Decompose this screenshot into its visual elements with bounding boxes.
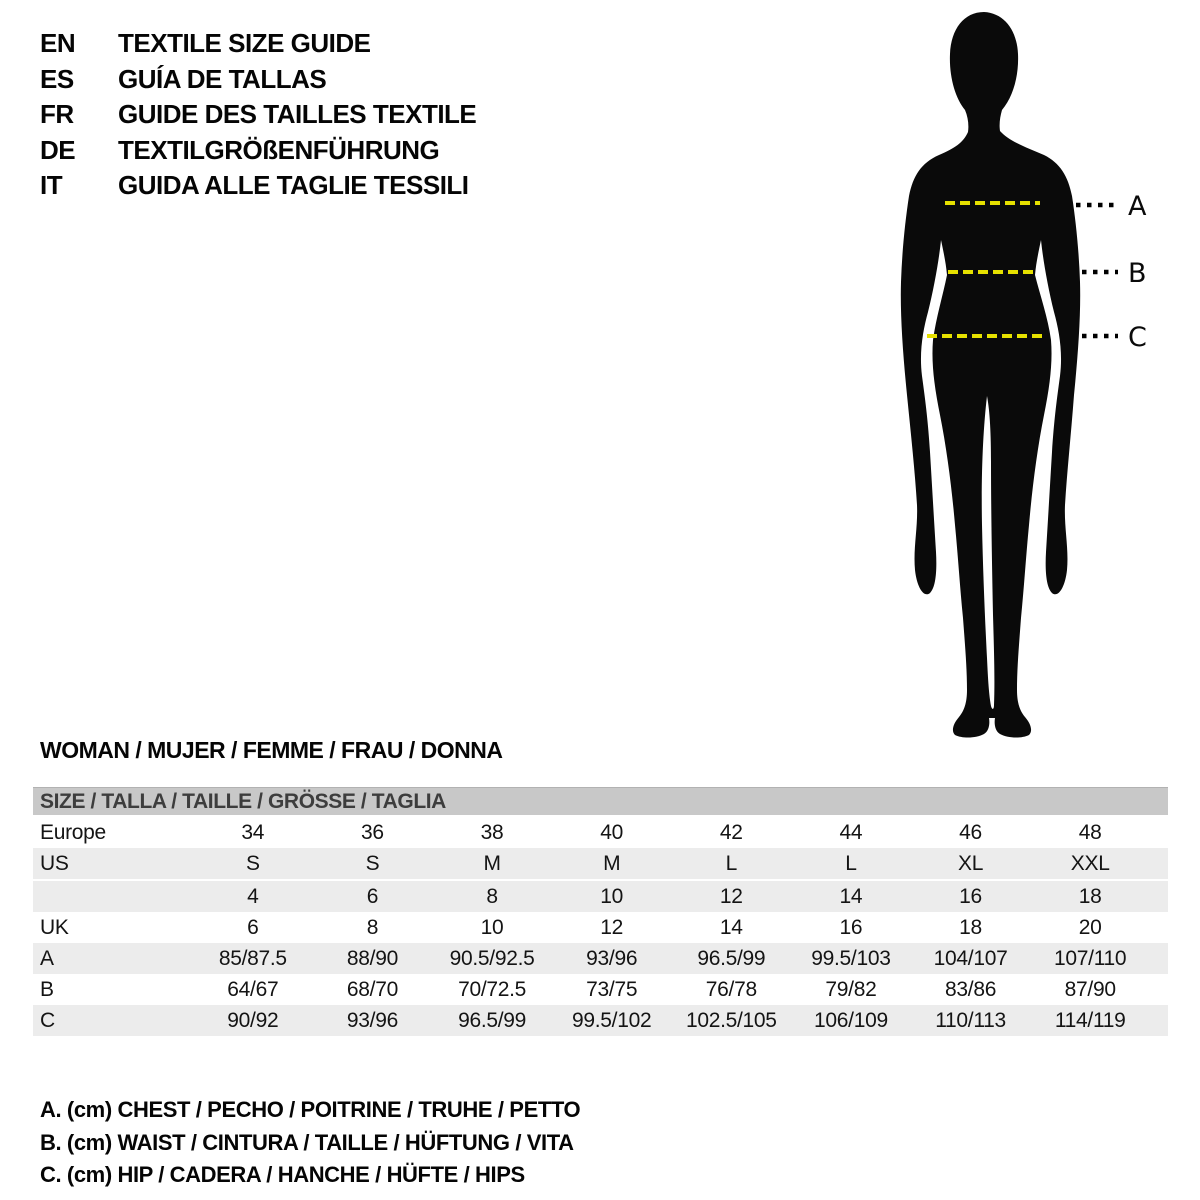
size-row-a (33, 943, 1168, 974)
size-cell: 93/96 (346, 1008, 398, 1032)
language-code: DE (40, 134, 76, 165)
size-cell: S (365, 851, 380, 875)
size-row-label: US (40, 851, 69, 875)
size-cell: 104/107 (933, 946, 1008, 970)
size-cell: 83/86 (945, 977, 997, 1001)
legend-line-b: B. (cm) WAIST / CINTURA / TAILLE / HÜFTUNG / VITA (40, 1129, 574, 1155)
size-cell: L (725, 851, 737, 875)
language-code: FR (40, 99, 74, 130)
language-title: TEXTILGRÖßENFÜHRUNG (118, 134, 440, 165)
language-code: IT (40, 170, 63, 201)
size-cell: 12 (719, 884, 743, 908)
size-cell: 114/119 (1054, 1008, 1126, 1032)
size-cell: S (245, 851, 260, 875)
size-cell: 16 (839, 915, 863, 939)
size-row-label: UK (40, 915, 69, 939)
size-cell: 99.5/103 (811, 946, 891, 970)
size-cell: M (603, 851, 621, 875)
size-table (33, 787, 1168, 1036)
language-code: EN (40, 28, 76, 59)
size-row-label: B (40, 977, 54, 1001)
size-cell: 4 (247, 884, 259, 908)
legend-line-a: A. (cm) CHEST / PECHO / POITRINE / TRUHE / PETTO (40, 1097, 581, 1123)
size-cell: 12 (600, 915, 624, 939)
size-row-c (33, 1005, 1168, 1036)
size-cell: 8 (486, 884, 498, 908)
measurement-legend (40, 1094, 580, 1192)
size-cell: 106/109 (814, 1008, 888, 1032)
size-row-uk (33, 912, 1168, 943)
size-cell: 90.5/92.5 (449, 946, 535, 970)
size-cell: 85/87.5 (218, 946, 287, 970)
size-row-us-number-sizes (33, 879, 1168, 912)
hip-measure-label: C (1128, 322, 1147, 353)
language-title: GUIDA ALLE TAGLIE TESSILI (118, 170, 469, 201)
waist-measure-label: B (1128, 258, 1147, 289)
size-row-b (33, 974, 1168, 1005)
size-cell: 64/67 (227, 977, 279, 1001)
language-row-it (40, 168, 476, 204)
size-row-europe (33, 817, 1168, 848)
woman-silhouette-figure (890, 0, 1200, 740)
size-table-header: SIZE / TALLA / TAILLE / GRÖSSE / TAGLIA (33, 787, 1168, 815)
size-cell: 36 (361, 820, 384, 844)
size-row-label: A (40, 946, 54, 970)
size-cell: 79/82 (825, 977, 877, 1001)
size-cell: 34 (241, 820, 265, 844)
size-cell: 6 (366, 884, 379, 908)
size-cell: 107/110 (1054, 946, 1127, 970)
size-cell: 46 (959, 820, 982, 844)
size-cell: 102.5/105 (685, 1008, 777, 1032)
size-cell: 68/70 (346, 977, 398, 1001)
size-cell: 48 (1078, 820, 1102, 844)
language-row-es (40, 62, 476, 98)
language-row-en (40, 26, 476, 62)
size-cell: 96.5/99 (458, 1008, 527, 1032)
size-cell: 20 (1078, 915, 1102, 939)
size-cell: 88/90 (346, 946, 398, 970)
size-cell: 93/96 (586, 946, 638, 970)
size-cell: 87/90 (1064, 977, 1116, 1001)
size-cell: 14 (719, 915, 743, 939)
chest-measure-label: A (1128, 191, 1147, 222)
size-cell: 16 (959, 884, 982, 908)
size-cell: 99.5/102 (572, 1008, 652, 1032)
size-cell: 14 (839, 884, 863, 908)
section-title-woman: WOMAN / MUJER / FEMME / FRAU / DONNA (40, 737, 503, 763)
size-cell: 42 (719, 820, 743, 844)
size-cell: 70/72.5 (458, 977, 527, 1001)
size-cell: 40 (600, 820, 624, 844)
size-cell: 18 (959, 915, 982, 939)
language-row-fr (40, 97, 476, 133)
size-cell: 76/78 (705, 977, 757, 1001)
size-cell: XL (958, 851, 984, 875)
size-cell: 18 (1078, 884, 1102, 908)
size-cell: XXL (1070, 851, 1110, 875)
language-title-block (40, 26, 476, 204)
size-cell: 10 (600, 884, 624, 908)
size-cell: 10 (480, 915, 504, 939)
size-cell: L (845, 851, 857, 875)
language-title: GUIDE DES TAILLES TEXTILE (118, 99, 477, 130)
size-cell: 8 (366, 915, 379, 939)
language-title: TEXTILE SIZE GUIDE (118, 28, 371, 59)
size-table-rows (33, 817, 1168, 1036)
size-cell: 96.5/99 (697, 946, 766, 970)
language-title: GUÍA DE TALLAS (118, 63, 327, 94)
language-row-de (40, 133, 476, 169)
size-cell: 110/113 (935, 1008, 1006, 1032)
language-code: ES (40, 63, 74, 94)
size-row-label: C (40, 1008, 55, 1032)
size-cell: 73/75 (586, 977, 638, 1001)
size-cell: 90/92 (227, 1008, 279, 1032)
size-cell: 44 (839, 820, 863, 844)
size-cell: 38 (480, 820, 504, 844)
size-cell: 6 (247, 915, 259, 939)
size-cell: M (483, 851, 501, 875)
size-row-label: Europe (40, 820, 106, 844)
woman-silhouette-icon (901, 12, 1080, 738)
legend-line-c: C. (cm) HIP / CADERA / HANCHE / HÜFTE / HIPS (40, 1162, 525, 1188)
size-row-us (33, 848, 1168, 879)
